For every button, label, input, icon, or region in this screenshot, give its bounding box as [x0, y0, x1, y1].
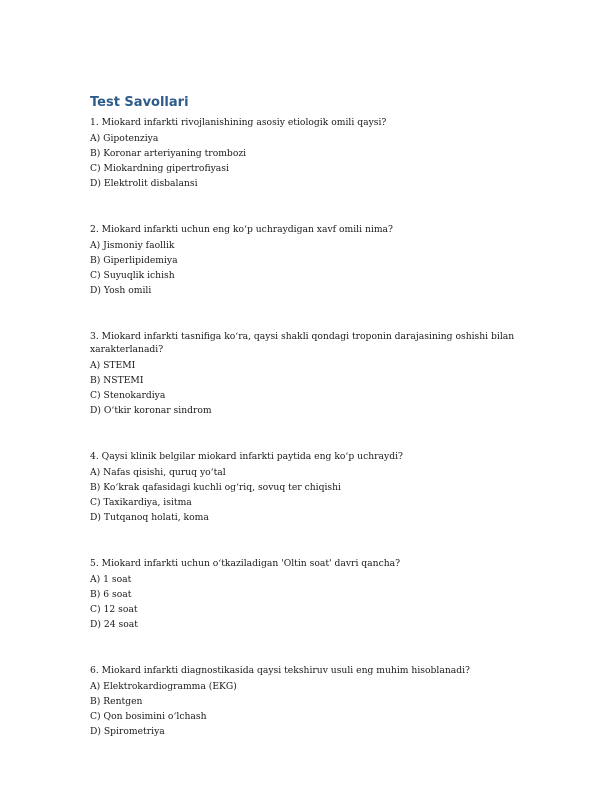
question-block	[90, 330, 530, 418]
answer-option: D) Spirometriya	[90, 726, 165, 737]
answer-option: C) Stenokardiya	[90, 390, 166, 401]
answer-option: D) Yosh omili	[90, 285, 152, 296]
answer-option: C) Suyuqlik ichish	[90, 270, 175, 281]
answer-option: B) Giperlipidemiya	[90, 255, 178, 266]
question-text: 6. Miokard infarkti diagnostikasida qaysi tekshiruv usuli eng muhim hisoblanadi?	[90, 665, 470, 676]
question-text: 4. Qaysi klinik belgilar miokard infarkti paytida eng ko‘p uchraydi?	[90, 451, 403, 462]
answer-option: C) 12 soat	[90, 604, 138, 615]
answer-option: C) Qon bosimini o‘lchash	[90, 711, 207, 722]
question-block	[90, 557, 530, 632]
page-title: Test Savollari	[90, 95, 189, 110]
question-text: 2. Miokard infarkti uchun eng ko‘p uchraydigan xavf omili nima?	[90, 224, 393, 235]
answer-option: D) Elektrolit disbalansi	[90, 178, 198, 189]
answer-option: A) Gipotenziya	[90, 133, 159, 144]
question-text: 1. Miokard infarkti rivojlanishining asosiy etiologik omili qaysi?	[90, 117, 387, 128]
answer-option: A) Elektrokardiogramma (EKG)	[90, 681, 237, 692]
answer-option: A) Jismoniy faollik	[90, 240, 175, 251]
answer-option: D) Tutqanoq holati, koma	[90, 512, 209, 523]
answer-option: C) Taxikardiya, isitma	[90, 497, 192, 508]
question-block	[90, 450, 530, 525]
document-content	[90, 94, 530, 771]
question-block	[90, 116, 530, 191]
answer-option: A) 1 soat	[90, 574, 132, 585]
answer-option: B) NSTEMI	[90, 375, 144, 386]
question-text: 5. Miokard infarkti uchun o‘tkaziladigan 'Oltin soat' davri qancha?	[90, 558, 401, 569]
question-block	[90, 664, 530, 739]
answer-option: B) Ko‘krak qafasidagi kuchli og‘riq, sovuq ter chiqishi	[90, 482, 341, 493]
answer-option: A) Nafas qisishi, quruq yo‘tal	[90, 467, 226, 478]
question-block	[90, 223, 530, 298]
answer-option: B) Koronar arteriyaning trombozi	[90, 148, 247, 159]
question-text: 3. Miokard infarkti tasnifiga ko‘ra, qaysi shakli qondagi troponin darajasining oshishi bilan xarakterlanadi?	[90, 331, 515, 355]
answer-option: B) 6 soat	[90, 589, 132, 600]
answer-option: D) O‘tkir koronar sindrom	[90, 405, 212, 416]
answer-option: B) Rentgen	[90, 696, 143, 707]
answer-option: C) Miokardning gipertrofiyasi	[90, 163, 229, 174]
answer-option: D) 24 soat	[90, 619, 138, 630]
answer-option: A) STEMI	[90, 360, 136, 371]
